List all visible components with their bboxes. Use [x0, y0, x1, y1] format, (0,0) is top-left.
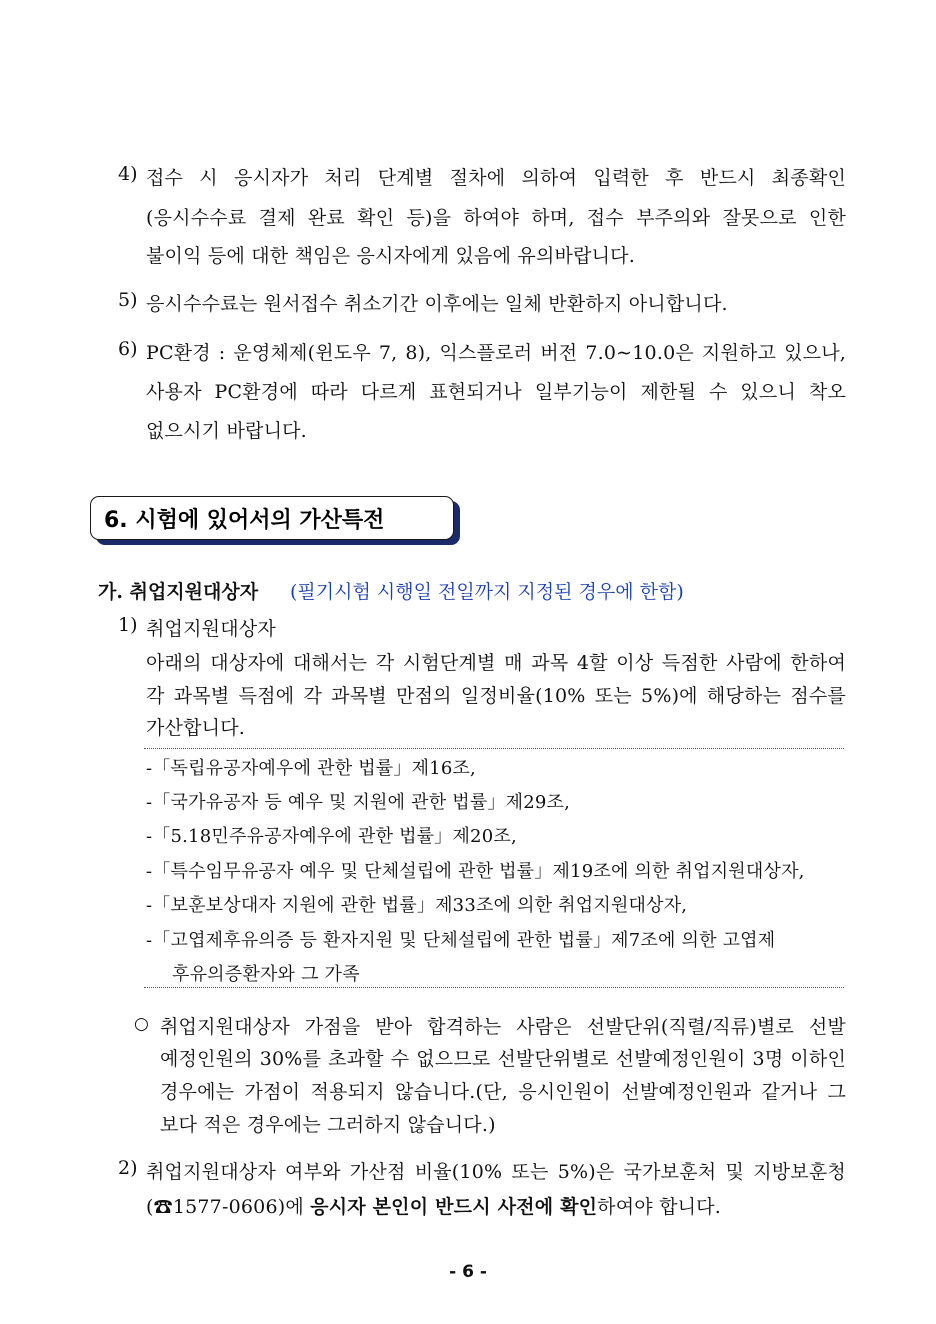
sub-2-number: 2)	[118, 1157, 138, 1179]
item-4-line-3: 불이익 등에 대한 책임은 응시자에게 있음에 유의바랍니다.	[146, 245, 635, 267]
item-5-number: 5)	[118, 289, 138, 311]
sub-2-line-2	[146, 1192, 721, 1219]
item-6-line-3: 없으시기 바랍니다.	[146, 420, 307, 442]
subsection-title: 가. 취업지원대상자	[98, 581, 259, 603]
section-heading: 6. 시험에 있어서의 가산특전	[104, 508, 385, 533]
circle-line-1: 취업지원대상자 가점을 받아 합격하는 사람은 선발단위(직렬/직류)별로 선발	[160, 1016, 846, 1038]
law-item: -「특수임무유공자 예우 및 단체설립에 관한 법률」제19조에 의한 취업지원대상자,	[146, 861, 805, 882]
sub-1-line-1: 아래의 대상자에 대해서는 각 시험단계별 매 과목 4할 이상 득점한 사람에 한하여	[146, 652, 846, 674]
item-4-line-2: (응시수수료 결제 완료 확인 등)을 하여야 하며, 접수 부주의와 잘못으로 인한	[146, 207, 846, 229]
subsection-note: (필기시험 시행일 전일까지 지정된 경우에 한함)	[290, 581, 684, 603]
law-item: -「고엽제후유의증 등 환자지원 및 단체설립에 관한 법률」제7조에 의한 고엽제	[146, 930, 776, 951]
law-item: -「독립유공자예우에 관한 법률」제16조,	[146, 758, 476, 779]
item-5-line-1: 응시수수료는 원서접수 취소기간 이후에는 일체 반환하지 아니합니다.	[146, 293, 728, 315]
sub-1-number: 1)	[118, 614, 138, 636]
law-item: -「국가유공자 등 예우 및 지원에 관한 법률」제29조,	[146, 792, 571, 813]
sub-2-tail: 하여야 합니다.	[597, 1196, 721, 1218]
sub-1-line-2: 각 과목별 득점에 각 과목별 만점의 일정비율(10% 또는 5%)에 해당하는 점수를	[146, 685, 846, 707]
law-item: -「보훈보상대자 지원에 관한 법률」제33조에 의한 취업지원대상자,	[146, 895, 688, 916]
sub-2-emphasis: 응시자 본인이 반드시 사전에 확인	[310, 1196, 598, 1218]
law-item-continued: 후유의증환자와 그 가족	[172, 964, 360, 985]
item-6-line-2: 사용자 PC환경에 따라 다르게 표현되거나 일부기능이 제한될 수 있으니 착오	[146, 381, 846, 403]
law-item: -「5.18민주유공자예우에 관한 법률」제20조,	[146, 826, 517, 847]
item-6-line-1: PC환경 : 운영체제(윈도우 7, 8), 익스플로러 버전 7.0∼10.0은 지원하고 있으나,	[146, 342, 846, 364]
laws-top-divider	[144, 748, 844, 749]
sub-2-line-1: 취업지원대상자 여부와 가산점 비율(10% 또는 5%)은 국가보훈처 및 지방보훈청	[146, 1161, 846, 1183]
circle-line-2: 예정인원의 30%를 초과할 수 없으므로 선발단위별로 선발예정인원이 3명 이하인	[160, 1048, 846, 1070]
page-number: - 6 -	[449, 1262, 487, 1282]
item-4-number: 4)	[118, 163, 138, 185]
circle-line-3: 경우에는 가점이 적용되지 않습니다.(단, 응시인원이 선발예정인원과 같거나 그	[160, 1081, 846, 1103]
item-4-line-1: 접수 시 응시자가 처리 단계별 절차에 의하여 입력한 후 반드시 최종확인	[146, 167, 846, 189]
item-6-number: 6)	[118, 338, 138, 360]
sub-1-title: 취업지원대상자	[146, 618, 276, 640]
circle-bullet: ○	[134, 1014, 149, 1034]
circle-line-4: 보다 적은 경우에는 그러하지 않습니다.)	[160, 1114, 496, 1136]
sub-1-line-3: 가산합니다.	[146, 717, 246, 739]
laws-bottom-divider	[144, 987, 844, 988]
sub-2-phone: (☎1577-0606)에	[146, 1196, 311, 1218]
